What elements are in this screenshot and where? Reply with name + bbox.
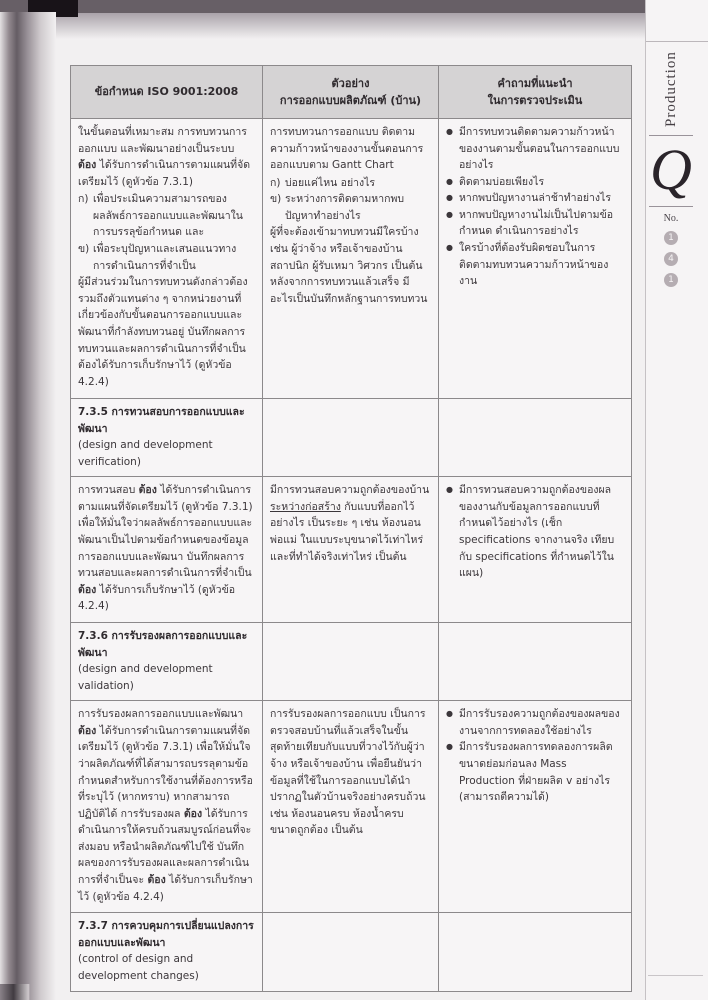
text-segment: การรับรองผลการออกแบบและพัฒนา [78,708,244,721]
item-text [459,739,623,805]
table-cell [439,622,632,700]
table-cell [71,119,263,399]
sidebar-top-rule [646,41,708,42]
bullet-icon: ● [446,127,453,136]
content-row [71,701,632,913]
text-segment: มีการทวนสอบความถูกต้องของผลของงานกับข้อมูลการออกแบบที่กำหนดไว้อย่างไร (เช็ก specifications จากงานจริง เทียบกับ specifications ที่กำหนดไว้ในแผน) [459,484,615,580]
bullet-icon: ● [446,709,453,719]
lettered-item [78,241,254,274]
section-header-row [71,399,632,477]
item-text [459,124,623,174]
text-segment: ได้รับการเก็บรักษาไว้ (ดูหัวข้อ 4.2.4) [78,874,253,903]
table-cell [439,477,632,623]
table-cell [71,399,263,477]
text-segment: ต้อง [78,583,97,596]
item-marker: ข) [78,243,90,256]
text-segment: ต้อง [78,724,97,737]
item-text [459,706,623,739]
content-row [71,477,632,623]
item-text [285,191,430,224]
text-segment: ได้รับการเก็บรักษาไว้ (ดูหัวข้อ 4.2.4) [78,583,236,613]
section-subtitle: (design and development validation) [78,663,213,692]
bullet-item [446,207,623,240]
text-segment: ติดตามบ่อยเพียงไร [459,175,545,188]
text-segment: ระหว่างก่อสร้าง [270,500,341,513]
section-title: 7.3.6 การรับรองผลการออกแบบและพัฒนา [78,629,248,659]
paragraph [78,124,254,190]
item-marker: ข) [270,193,282,206]
table-cell [439,119,632,399]
text-segment: การทวนสอบ [78,484,139,497]
item-text [459,240,623,290]
section-header-row [71,622,632,700]
paragraph [270,706,430,839]
section-header-row [71,913,632,991]
text-segment: มีการทบทวนติดตามความก้าวหน้าของงานตามขั้นตอนในการออกแบบอย่างไร [459,126,620,172]
table-cell [263,119,439,399]
text-segment: ผู้มีส่วนร่วมในการทบทวนดังกล่าวต้องรวมถึงตัวแทนต่าง ๆ จากหน่วยงานที่เกี่ยวข้องกับขั้นตอนการออกแบบและพัฒนาที่กำลังทบทวนอยู่ บันทึกผลการทบทวนและผลการดำเนินการที่จำเป็นต้องได้รับการเก็บรักษาไว้ (ดูหัวข้อ 4.2.4) [78,276,248,388]
item-marker: ก) [78,193,89,206]
table-cell [439,913,632,991]
table-cell [263,622,439,700]
section-title: 7.3.7 การควบคุมการเปลี่ยนแปลงการออกแบบและพัฒนา [78,920,254,949]
section-subtitle: (design and development verification) [78,439,213,468]
paragraph [270,224,430,307]
item-marker: ก) [270,176,281,189]
table-cell [439,399,632,477]
text-segment: มีการทวนสอบความถูกต้องของบ้าน [270,484,430,497]
text-segment: ต้อง [138,484,157,497]
item-text [285,175,430,192]
bullet-icon: ● [446,243,453,253]
issue-digit-badge: 1 [664,231,678,245]
bullet-item [446,482,623,581]
text-segment: ได้รับการดำเนินการให้ครบถ้วนสมบูรณ์ก่อนที่จะส่งมอบ หรือนำผลิตภัณฑ์ไปใช้ บันทึกผลของการรับรองผลและผลการดำเนินการที่จำเป็นจะ [78,807,252,887]
sidebar-bottom-rule [648,975,703,976]
page-gutter-shadow [0,12,56,1000]
column-header-1: ข้อกำหนด ISO 9001:2008 [71,66,263,119]
item-text [459,482,623,581]
table-cell [263,477,439,623]
bullet-item [446,124,623,174]
text-segment: หากพบปัญหางานไม่เป็นไปตามข้อกำหนด ดำเนินการอย่างไร [459,208,614,238]
table-cell [71,477,263,623]
table-cell [439,701,632,913]
bullet-icon: ● [446,742,453,752]
paragraph [78,706,254,905]
text-segment: ต้อง [78,159,97,172]
table-cell [71,913,263,991]
column-header-2: ตัวอย่าง การออกแบบผลิตภัณฑ์ (บ้าน) [263,66,439,119]
text-segment: ระหว่างการติดตามหากพบปัญหาทำอย่างไร [285,193,405,222]
item-text [459,190,623,207]
scan-bottom-mark [0,984,30,1000]
item-text [93,191,254,241]
table-cell [71,701,263,913]
sidebar-divider [649,135,693,136]
bullet-item [446,240,623,290]
text-segment: เพื่อประเมินความสามารถของผลลัพธ์การออกแบบและพัฒนาในการบรรลุข้อกำหนด และ [93,193,243,239]
text-segment: บ่อยแค่ไหน อย่างไร [285,176,376,189]
text-segment: เพื่อระบุปัญหาและเสนอแนวทางการดำเนินการที่จำเป็น [93,243,237,272]
text-segment: ต้อง [147,874,166,887]
text-segment: ในขั้นตอนที่เหมาะสม การทบทวนการออกแบบ และพัฒนาอย่างเป็นระบบ [78,126,247,155]
issue-number-circles [646,231,696,287]
text-segment: ได้รับการดำเนินการตามแผนที่จัดเตรียมไว้ (ดูหัวข้อ 7.3.1) เพื่อให้มั่นใจว่าผลิตภัณฑ์ที่ได้สามารถบรรลุตามข้อกำหนดสำหรับการใช้งานที่ต้องการหรือที่ระบุไว้ (หากทราบ) หากสามารถปฏิบัติได้ การรับรองผล [78,724,253,820]
item-text [459,207,623,240]
text-segment: มีการรับรองความถูกต้องของผลของงานจากการทดลองใช้อย่างไร [459,708,620,737]
section-label-production: Production [662,51,679,127]
bullet-icon: ● [446,176,453,186]
paragraph [270,124,430,174]
lettered-item [78,191,254,241]
text-segment: ได้รับการดำเนินการตามแผนที่จัดเตรียมไว้ (ดูหัวข้อ 7.3.1) เพื่อให้มั่นใจว่าผลลัพธ์การออกแบบและพัฒนาเป็นไปตามข้อกำหนดของข้อมูลการออกแบบและพัฒนา บันทึกผลการทวนสอบและผลการดำเนินการที่จำเป็น [78,484,253,580]
text-segment: ได้รับการดำเนินการตามแผนที่จัดเตรียมไว้ (ดูหัวข้อ 7.3.1) [78,159,251,188]
sidebar-divider [649,206,693,207]
section-title: 7.3.5 การทวนสอบการออกแบบและพัฒนา [78,406,245,435]
text-segment: กับแบบที่ออกไว้อย่างไร เป็นระยะ ๆ เช่น ห้องนอนพ่อแม่ ในแบบระบุขนาดไว้เท่าไหร่ และที่ทำได้จริงเท่าไหร่ เป็นต้น [270,500,424,563]
section-subtitle: (control of design and development changes) [78,953,199,982]
bullet-icon: ● [446,485,453,495]
item-text [93,241,254,274]
lettered-item [270,175,430,192]
item-text [459,174,623,191]
lettered-item [270,191,430,224]
scan-top-band [0,0,708,13]
paragraph [78,274,254,390]
magazine-sidebar [646,51,696,287]
table-cell [263,913,439,991]
issue-no-label: No. [663,213,679,224]
text-segment: การรับรองผลการออกแบบ เป็นการตรวจสอบบ้านที่แล้วเสร็จในขั้นสุดท้ายเทียบกับแบบที่วางไว้กับผู้ว่าจ้าง หรือเจ้าของบ้าน เพื่อยืนยันว่าข้อมูลที่ใช้ในการออกแบบได้นำปรากฏในตัวบ้านจริงอย่างครบถ้วน เช่น ห้องนอนครบ ห้องน้ำครบ ขนาดถูกต้อง เป็นต้น [270,708,426,837]
paragraph [78,482,254,615]
bullet-icon: ● [446,193,453,203]
bullet-item [446,174,623,191]
iso-requirements-table [70,65,632,992]
text-segment: ใครบ้างที่ต้องรับผิดชอบในการติดตามทบทวนความก้าวหน้าของงาน [459,242,609,288]
table-header-row [71,66,632,119]
paragraph [270,482,430,565]
bullet-item [446,190,623,207]
issue-digit-badge: 1 [664,273,678,287]
text-segment: หากพบปัญหางานล่าช้าทำอย่างไร [459,192,611,205]
bullet-item [446,706,623,739]
scan-top-fade [0,13,708,39]
bullet-item [446,739,623,805]
bullet-icon: ● [446,209,453,219]
text-segment: การทบทวนการออกแบบ ติดตามความก้าวหน้าของงานขั้นตอนการออกแบบตาม Gantt Chart [270,126,424,172]
content-row [71,119,632,399]
magazine-q-logo: Q [650,137,692,202]
text-segment: ต้อง [183,807,203,820]
issue-digit-badge: 4 [664,252,678,266]
table-cell [263,399,439,477]
column-header-3: คำถามที่แนะนำ ในการตรวจประเมิน [439,66,632,119]
text-segment: มีการรับรองผลการทดลองการผลิตขนาดย่อมก่อนลง Mass Production ที่ฝ่ายผลิต v อย่างไร (สามารถตีความได้) [459,741,613,804]
table-cell [71,622,263,700]
text-segment: ผู้ที่จะต้องเข้ามาทบทวนมีใครบ้าง เช่น ผู้ว่าจ้าง หรือเจ้าของบ้าน สถาปนิก ผู้รับเหมา วิศวกร เป็นต้น หลังจากการทบทวนแล้วเสร็จ มีอะไรเป็นบันทึกหลักฐานการทบทวน [270,226,428,305]
table-cell [263,701,439,913]
